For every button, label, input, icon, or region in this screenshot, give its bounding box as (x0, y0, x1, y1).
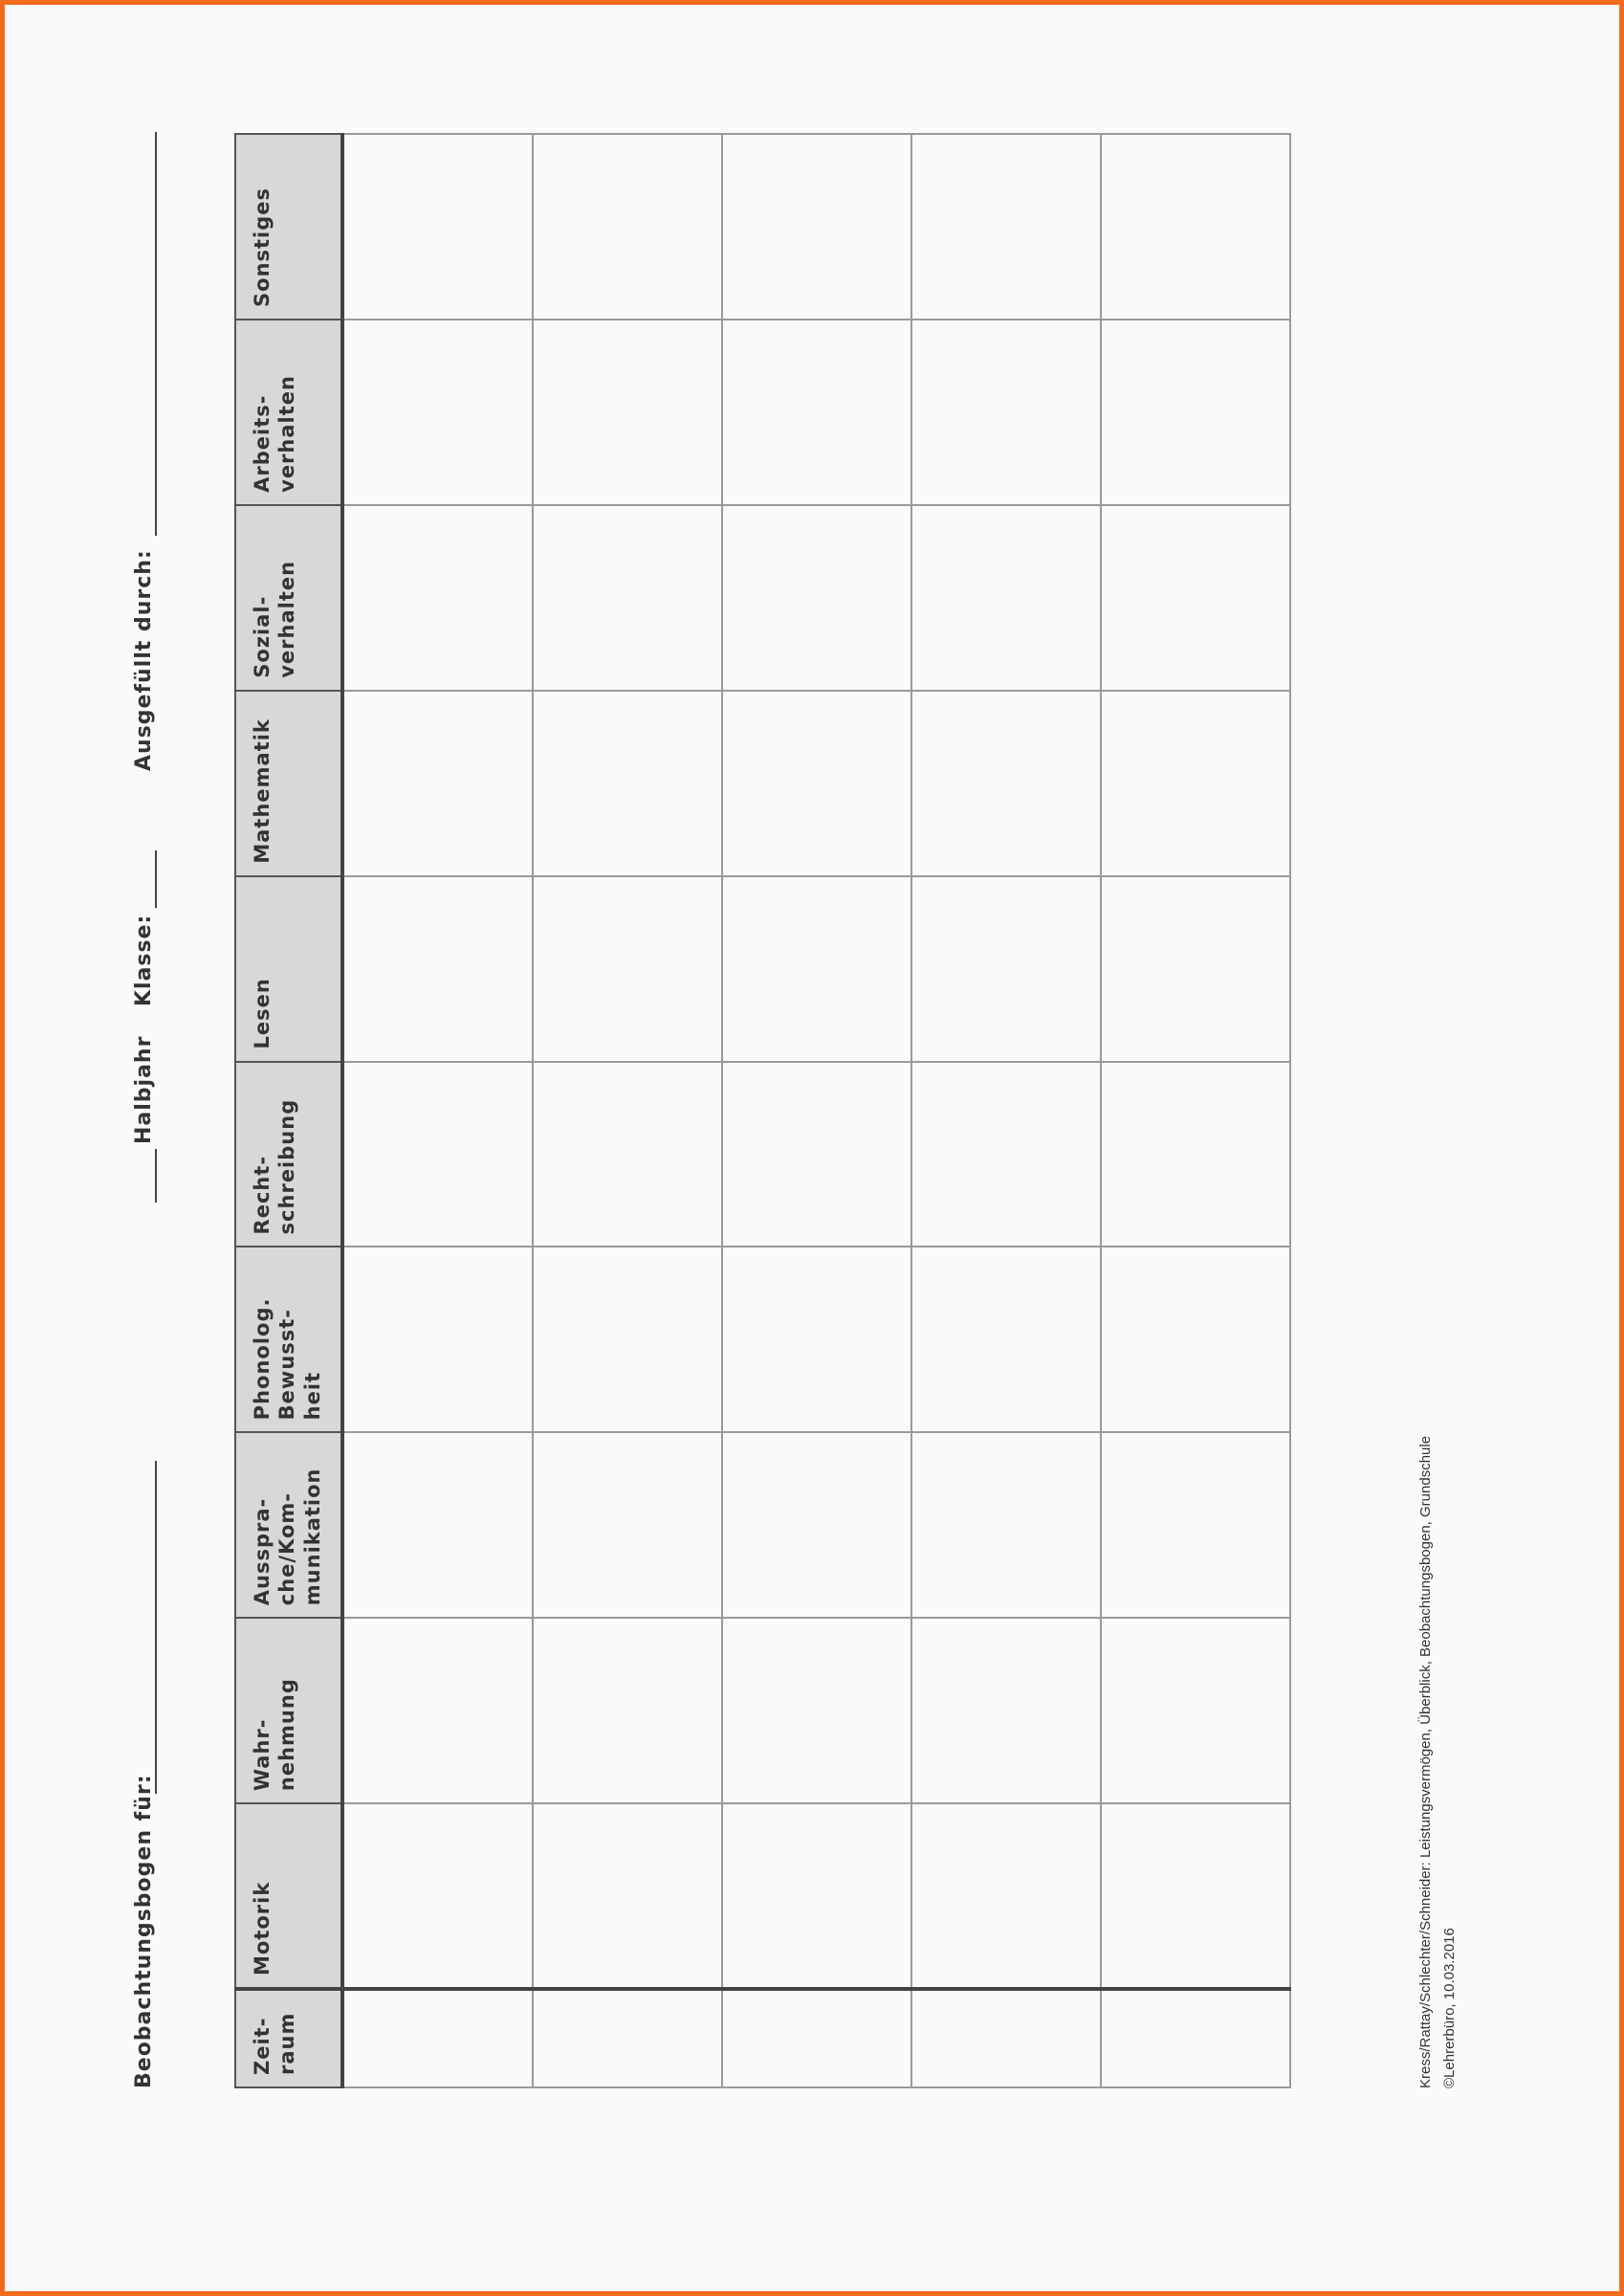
col-header-wahrnehmung: Wahr- nehmung (235, 1618, 342, 1803)
table-row (1101, 134, 1290, 2087)
col-header-lesen: Lesen (235, 876, 342, 1062)
footer-line-2: ©Lehrerbüro, 10.03.2016 (1441, 1928, 1458, 2088)
entry-cell[interactable] (342, 320, 533, 505)
table-row (342, 134, 533, 2087)
entry-cell[interactable] (533, 1247, 722, 1432)
entry-cell[interactable] (533, 134, 722, 320)
entry-cell[interactable] (911, 1432, 1101, 1618)
entry-cell[interactable] (722, 1803, 911, 1989)
entry-cell[interactable] (533, 1803, 722, 1989)
entry-cell[interactable] (1101, 1247, 1290, 1432)
entry-cell[interactable] (911, 1989, 1101, 2087)
entry-cell[interactable] (1101, 691, 1290, 876)
entry-cell[interactable] (722, 1432, 911, 1618)
entry-cell[interactable] (722, 876, 911, 1062)
entry-cell[interactable] (533, 876, 722, 1062)
entry-cell[interactable] (1101, 134, 1290, 320)
footer-citation (1414, 1436, 1461, 2088)
entry-cell[interactable] (911, 691, 1101, 876)
observation-table (234, 133, 1291, 2088)
table-body (342, 134, 1290, 2087)
entry-cell[interactable] (911, 505, 1101, 691)
entry-cell[interactable] (533, 691, 722, 876)
col-header-rechtschreibung: Recht- schreibung (235, 1062, 342, 1247)
col-header-mathematik: Mathematik (235, 691, 342, 876)
col-header-sozialverhalten: Sozial- verhalten (235, 505, 342, 691)
student-name-line[interactable] (155, 1461, 157, 1794)
observation-label: Beobachtungsbogen für: (132, 1774, 156, 2088)
entry-cell[interactable] (1101, 1062, 1290, 1247)
halfyear-label: Halbjahr (132, 1035, 156, 1144)
entry-cell[interactable] (342, 134, 533, 320)
entry-cell[interactable] (911, 1247, 1101, 1432)
col-header-phonologie: Phonolog. Bewusst- heit (235, 1247, 342, 1432)
entry-cell[interactable] (342, 505, 533, 691)
entry-cell[interactable] (342, 1432, 533, 1618)
entry-cell[interactable] (342, 1618, 533, 1803)
entry-cell[interactable] (722, 1989, 911, 2087)
table-row (911, 134, 1101, 2087)
entry-cell[interactable] (533, 320, 722, 505)
table-row (533, 134, 722, 2087)
entry-cell[interactable] (533, 1062, 722, 1247)
col-header-arbeitsverhalten: Arbeits- verhalten (235, 320, 342, 505)
col-header-sonstiges: Sonstiges (235, 134, 342, 320)
entry-cell[interactable] (911, 1062, 1101, 1247)
entry-cell[interactable] (342, 876, 533, 1062)
entry-cell[interactable] (533, 1618, 722, 1803)
entry-cell[interactable] (533, 1989, 722, 2087)
entry-cell[interactable] (342, 1062, 533, 1247)
col-header-zeitraum: Zeit- raum (235, 1989, 342, 2087)
entry-cell[interactable] (722, 505, 911, 691)
entry-cell[interactable] (1101, 1803, 1290, 1989)
halfyear-line[interactable] (155, 1149, 157, 1203)
entry-cell[interactable] (533, 505, 722, 691)
footer-line-1: Kress/Rattay/Schlechter/Schneider: Leistungsvermögen, Überblick, Beobachtungsbogen, Grundschule (1417, 1435, 1434, 2088)
entry-cell[interactable] (1101, 876, 1290, 1062)
col-header-motorik: Motorik (235, 1803, 342, 1989)
entry-cell[interactable] (533, 1432, 722, 1618)
entry-cell[interactable] (722, 1618, 911, 1803)
entry-cell[interactable] (911, 1618, 1101, 1803)
filled-by-line[interactable] (155, 132, 157, 536)
class-line[interactable] (155, 850, 157, 908)
entry-cell[interactable] (1101, 1618, 1290, 1803)
entry-cell[interactable] (722, 320, 911, 505)
class-label: Klasse: (132, 914, 156, 1006)
entry-cell[interactable] (911, 320, 1101, 505)
entry-cell[interactable] (342, 1989, 533, 2087)
header-row (235, 134, 342, 2087)
entry-cell[interactable] (722, 1247, 911, 1432)
entry-cell[interactable] (1101, 505, 1290, 691)
entry-cell[interactable] (911, 1803, 1101, 1989)
entry-cell[interactable] (342, 1247, 533, 1432)
entry-cell[interactable] (722, 134, 911, 320)
entry-cell[interactable] (722, 691, 911, 876)
entry-cell[interactable] (342, 691, 533, 876)
filled-by-label: Ausgefüllt durch: (132, 549, 156, 771)
col-header-aussprache: Ausspra- che/Kom- munikation (235, 1432, 342, 1618)
entry-cell[interactable] (1101, 1989, 1290, 2087)
entry-cell[interactable] (722, 1062, 911, 1247)
entry-cell[interactable] (342, 1803, 533, 1989)
entry-cell[interactable] (911, 134, 1101, 320)
entry-cell[interactable] (1101, 320, 1290, 505)
entry-cell[interactable] (1101, 1432, 1290, 1618)
table-row (722, 134, 911, 2087)
entry-cell[interactable] (911, 876, 1101, 1062)
